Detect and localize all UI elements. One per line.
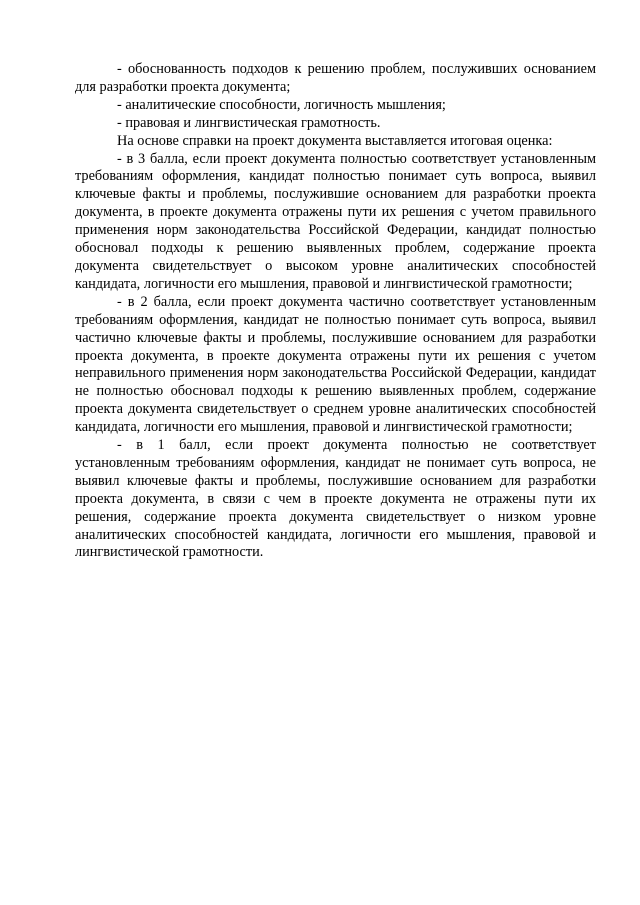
score-3-points: - в 3 балла, если проект документа полностью соответствует установленным требованиям оформления, кандидат полностью понимает суть вопроса, выявил ключевые факты и проблемы, послужившие основанием для разработки проекта документа, в проекте документа отражены пути их решения с учетом правильного применения норм законодательства Российской Федерации, кандидат полностью обосновал подходы к решению выявленных проблем, содержание проекта документа свидетельствует о высоком уровне аналитических способностей кандидата, логичности его мышления, правовой и лингвистической грамотности; bbox=[75, 150, 596, 292]
criterion-analytical-skills: - аналитические способности, логичность мышления; bbox=[117, 96, 446, 113]
score-2-points: - в 2 балла, если проект документа частично соответствует установленным требованиям оформления, кандидат не полностью понимает суть вопроса, выявил частично ключевые факты и проблемы, послужившие основанием для разработки проекта документа, в проекте документа отражены пути их решения с учетом неправильного применения норм законодательства Российской Федерации, кандидат не полностью обосновал подходы к решению выявленных проблем, содержание проекта документа свидетельствует о среднем уровне аналитических способностей кандидата, логичности его мышления, правовой и лингвистической грамотности; bbox=[75, 293, 596, 436]
criterion-legal-literacy: - правовая и лингвистическая грамотность. bbox=[117, 114, 381, 131]
final-score-intro: На основе справки на проект документа выставляется итоговая оценка: bbox=[117, 132, 553, 149]
criterion-substantiation: - обоснованность подходов к решению проблем, послуживших основанием для разработки проекта документа; bbox=[75, 61, 596, 95]
document-page bbox=[75, 61, 596, 562]
score-1-point: - в 1 балл, если проект документа полностью не соответствует установленным требованиям оформления, кандидат не понимает суть вопроса, не выявил ключевые факты и проблемы, послужившие основанием для разработки проекта документа, в связи с чем в проекте документа не отражены пути их решения, содержание проекта документа свидетельствует о низком уровне аналитических способностей кандидата, логичности его мышления, правовой и лингвистической грамотности. bbox=[75, 437, 596, 561]
